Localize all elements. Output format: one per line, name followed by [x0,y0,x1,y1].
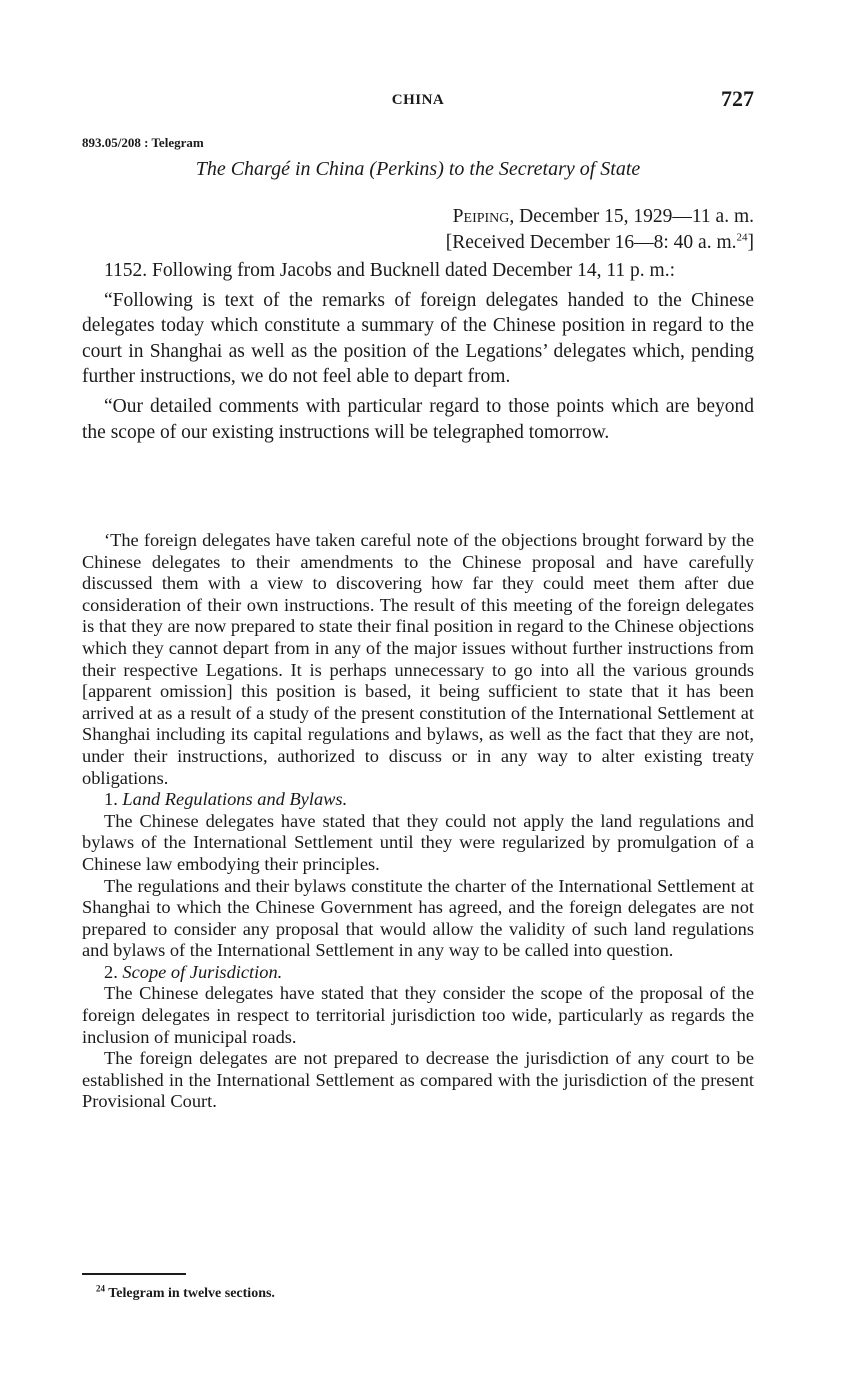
received-text: [Received December 16—8: 40 a. m. [445,232,737,253]
title-part-2: ) to the Secretary of State [437,158,641,180]
telegram-intro [82,258,754,445]
paragraph: 1152. Following from Jacobs and Bucknell dated December 14, 11 p. m.: [104,260,675,281]
footnote-mark: 24 [96,1283,105,1294]
running-title: CHINA [391,92,445,108]
dateline-sent [446,204,754,230]
title-name: Perkins [376,158,438,180]
file-reference: 893.05/208 : Telegram [82,135,204,150]
footnote [96,1283,275,1302]
running-header [82,86,754,116]
paragraph: The foreign delegates are not prepared to decrease the jurisdiction of any court to be established in the International Settlement as compared with the jurisdiction of the present Provisional Court. [82,1048,754,1112]
paragraph: “Our detailed comments with particular regard to those points which are beyond the scope of our existing instructions will be telegraphed tomorrow. [82,395,754,443]
dateline-date: December 15, 1929—11 a. m. [514,206,754,227]
section-number: 1. [104,789,123,810]
page-number: 727 [721,86,754,111]
paragraph: “Following is text of the remarks of foreign delegates handed to the Chinese delegates today which constitute a summary of the Chinese position in regard to the court in Shanghai as well as the position of the Legations’ delegates which, pending further instructions, we do not feel able to depart from. [82,289,754,388]
dateline [446,204,754,256]
paragraph: The regulations and their bylaws constitute the charter of the International Settlement at Shanghai to which the Chinese Government has agreed, and the foreign delegates are not prepared to consider any proposal that would allow the validity of such land regulations and bylaws of the International Settlement in any way to be called into question. [82,875,754,961]
section-number: 2. [104,961,123,982]
section-title: Scope of Jurisdiction. [122,961,283,982]
received-end: ] [747,232,754,253]
footnote-ref: 24 [736,231,748,244]
dateline-received [446,230,754,256]
section-heading-scope-of-jurisdiction [82,962,754,984]
paragraph: The Chinese delegates have stated that they could not apply the land regulations and bylaws of the International Settlement until they were regularized by promulgation of a Chinese law embodying their principles. [82,810,754,874]
section-title: Land Regulations and Bylaws. [122,789,348,810]
section-heading-land-regulations [82,789,754,811]
document-title [82,158,754,181]
paragraph: The Chinese delegates have stated that they consider the scope of the proposal of the foreign delegates in respect to territorial jurisdiction too wide, particularly as regards the inclusion of municipal roads. [82,983,754,1047]
dateline-place: Peiping, [452,206,515,227]
footnote-divider [82,1273,186,1275]
paragraph: ‘The foreign delegates have taken careful note of the objections brought forward by the Chinese delegates to their amendments to the Chinese proposal and have carefully discussed them with a view to discovering how far they could meet them after due consideration of their own instructions. The result of this meeting of the foreign delegates is that they are now prepared to state their final position in regard to the Chinese objections which they cannot depart from in any of the major issues without further instructions from their respective Legations. It is perhaps unnecessary to go into all the various grounds [apparent omission] this position is based, it being sufficient to state that it has been arrived at as a result of a study of the present constitution of the International Settlement at Shanghai including its capital regulations and bylaws, as well as the fact that they are not, under their instructions, authorized to discuss or in any way to alter existing treaty obligations. [82,530,754,788]
delegates-remarks [82,530,754,1113]
footnote-text: Telegram in twelve sections. [108,1286,275,1301]
title-part-1: The Chargé in China ( [195,158,377,180]
